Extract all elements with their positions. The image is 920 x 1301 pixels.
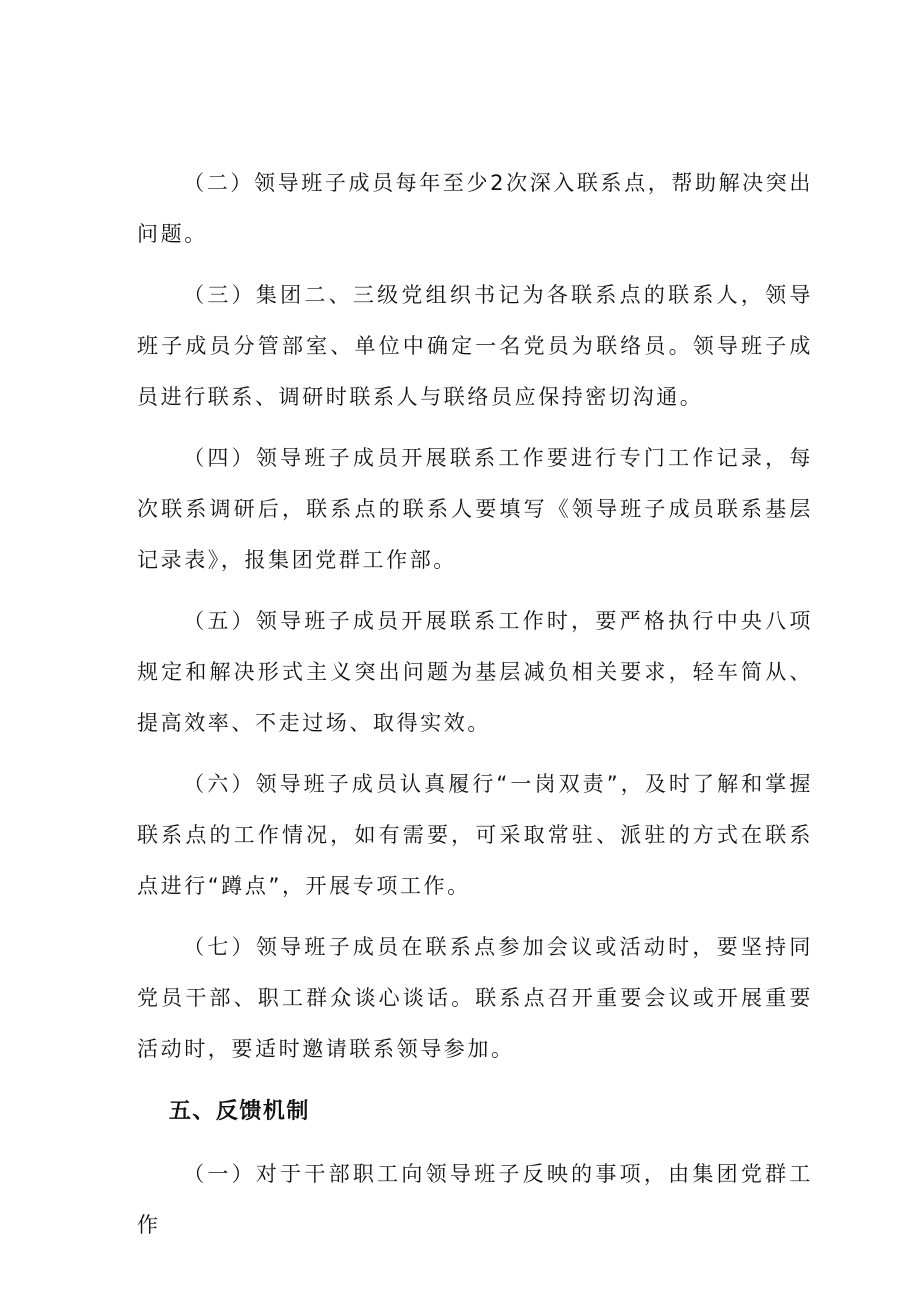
paragraph-item-6: （六）领导班子成员认真履行“一岗双责”，及时了解和掌握联系点的工作情况，如有需要，可采取常驻、派驻的方式在联系点进行“蹲点”，开展专项工作。 bbox=[137, 772, 813, 898]
paragraph-item-2: （二）领导班子成员每年至少2次深入联系点，帮助解决突出问题。 bbox=[137, 171, 813, 246]
document-body bbox=[137, 158, 813, 1261]
paragraph-item-feedback-1: （一）对于干部职工向领导班子反映的事项，由集团党群工作 bbox=[137, 1162, 813, 1237]
paragraph-item-3: （三）集团二、三级党组织书记为各联系点的联系人，领导班子成员分管部室、单位中确定一名党员为联络员。领导班子成员进行联系、调研时联系人与联络员应保持密切沟通。 bbox=[137, 283, 813, 409]
paragraph-item-7: （七）领导班子成员在联系点参加会议或活动时，要坚持同党员干部、职工群众谈心谈话。联系点召开重要会议或开展重要活动时，要适时邀请联系领导参加。 bbox=[137, 935, 813, 1061]
paragraph-item-4: （四）领导班子成员开展联系工作要进行专门工作记录，每次联系调研后，联系点的联系人要填写《领导班子成员联系基层记录表》，报集团党群工作部。 bbox=[137, 446, 813, 572]
paragraph-item-5: （五）领导班子成员开展联系工作时，要严格执行中央八项规定和解决形式主义突出问题为基层减负相关要求，轻车简从、提高效率、不走过场、取得实效。 bbox=[137, 609, 813, 735]
section-heading-feedback: 五、反馈机制 bbox=[168, 1099, 310, 1124]
